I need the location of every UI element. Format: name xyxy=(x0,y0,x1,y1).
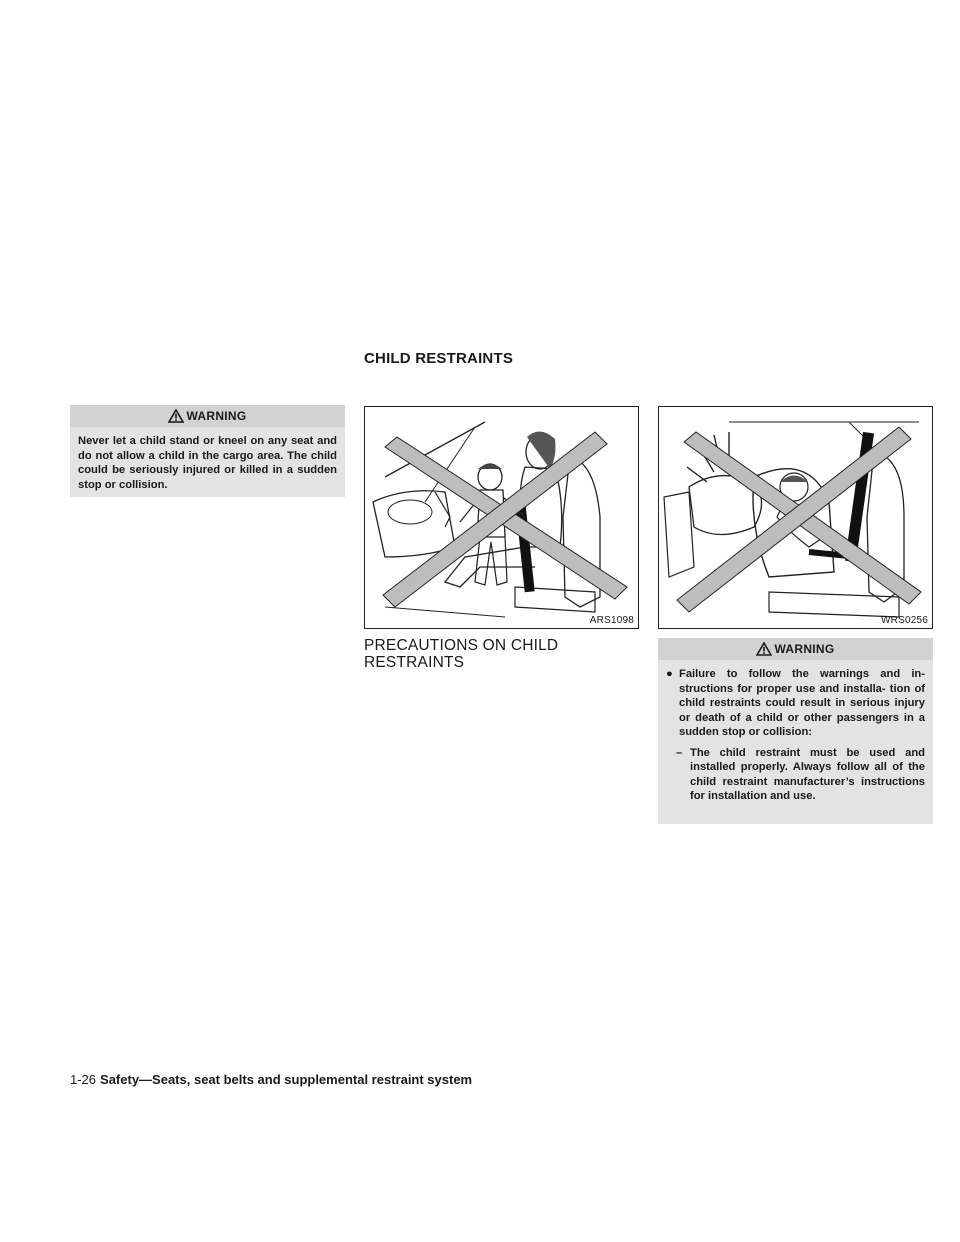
precautions-heading-line1: PRECAUTIONS ON CHILD xyxy=(364,637,559,654)
warning-heading: WARNING xyxy=(774,642,835,656)
warning-bullet xyxy=(666,667,925,740)
book-section-title: Safety—Seats, seat belts and supplemental restraint system xyxy=(100,1072,473,1087)
warning-header xyxy=(658,638,933,660)
warning-sub-item xyxy=(666,746,925,804)
page-footer xyxy=(70,1072,472,1087)
child-standing-illustration xyxy=(365,407,638,628)
bullet-icon: ● xyxy=(666,668,673,680)
warning-triangle-icon xyxy=(756,642,772,656)
warning-triangle-icon xyxy=(168,409,184,423)
warning-body xyxy=(658,660,933,812)
page-number: 1-26 xyxy=(70,1072,97,1087)
figure-label: WRS0256 xyxy=(881,615,928,626)
warning-text: Never let a child stand or kneel on any seat and do not allow a child in the cargo area. The child could be seriously injured or killed in a sudden stop or collision. xyxy=(78,435,337,491)
precautions-heading xyxy=(364,637,624,671)
sub-item-text: The child restraint must be used and installed properly. Always follow all of the child restraint manufacturer’s instructions for installation and use. xyxy=(690,746,925,802)
precautions-heading-line2: RESTRAINTS xyxy=(364,654,465,671)
dash-icon: – xyxy=(676,746,683,759)
warning-box-left xyxy=(70,405,345,497)
child-seat-airbag-illustration xyxy=(659,407,932,628)
warning-header xyxy=(70,405,345,427)
figure-child-standing xyxy=(364,406,639,629)
figure-child-seat-airbag xyxy=(658,406,933,629)
section-title: CHILD RESTRAINTS xyxy=(364,350,514,367)
warning-heading: WARNING xyxy=(186,409,247,423)
figure-label: ARS1098 xyxy=(589,615,634,626)
bullet-text: Failure to follow the warnings and in- structions for proper use and installa- tion of child restraints could result in serious injury or death of a child or other passengers in a sudden stop or collision: xyxy=(679,668,925,738)
warning-box-right xyxy=(658,638,933,824)
